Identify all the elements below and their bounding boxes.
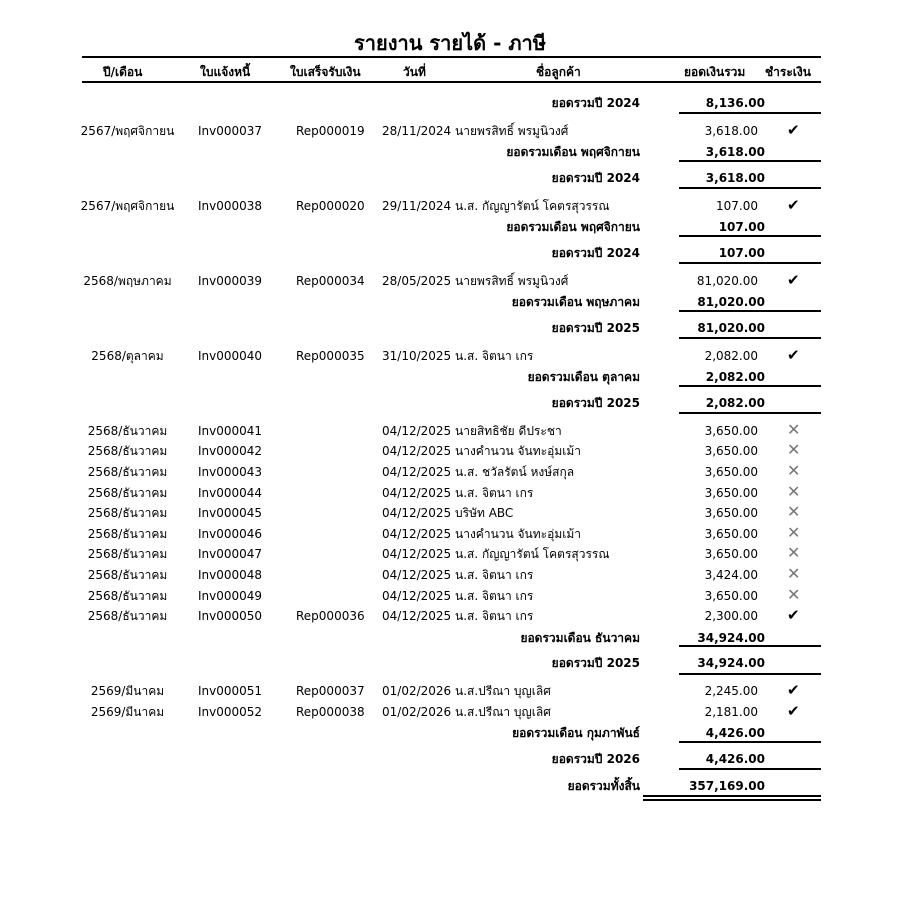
- month-total-rule: [679, 235, 821, 237]
- row-period: 2568/ธันวาคม: [87, 485, 168, 500]
- row-invoice-number: Inv000047: [198, 547, 263, 562]
- column-header-date: วันที่: [403, 65, 426, 79]
- month-total-label: ยอดรวมเดือน ตุลาคม: [527, 370, 640, 385]
- row-date: 28/11/2024: [382, 123, 452, 138]
- row-date: 04/12/2025: [382, 444, 452, 459]
- month-total-label: ยอดรวมเดือน ธันวาคม: [520, 630, 640, 645]
- row-period: 2569/มีนาคม: [90, 704, 165, 719]
- cross-icon: ✕: [787, 584, 801, 604]
- check-icon: ✔: [787, 120, 800, 139]
- row-period: 2568/ธันวาคม: [87, 547, 168, 562]
- year-total-amount: 2,082.00: [705, 396, 765, 410]
- row-customer-name: น.ส. จิตนา เกร: [455, 609, 534, 624]
- month-total-amount: 34,924.00: [697, 630, 765, 645]
- cross-icon: ✕: [787, 481, 801, 501]
- column-header-receipt: ใบเสร็จรับเงิน: [290, 65, 361, 79]
- row-invoice-number: Inv000043: [198, 464, 263, 479]
- row-invoice-number: Inv000052: [198, 704, 263, 719]
- row-date: 04/12/2025: [382, 526, 452, 541]
- column-header-paid: ชำระเงิน: [765, 65, 811, 79]
- check-icon: ✔: [787, 270, 800, 289]
- row-date: 04/12/2025: [382, 506, 452, 521]
- grand-total-rule-bottom: [643, 799, 821, 801]
- row-receipt-number: Rep000020: [296, 198, 365, 213]
- year-total-label: ยอดรวมปี 2026: [551, 752, 640, 766]
- row-amount: 3,650.00: [704, 588, 758, 603]
- row-period: 2568/ตุลาคม: [91, 348, 164, 363]
- row-invoice-number: Inv000051: [198, 684, 263, 699]
- year-total-rule: [679, 262, 821, 264]
- row-period: 2568/ธันวาคม: [87, 423, 168, 438]
- year-total-amount: 34,924.00: [697, 656, 765, 671]
- row-date: 01/02/2026: [382, 684, 452, 699]
- row-amount: 107.00: [716, 198, 758, 213]
- month-total-amount: 3,618.00: [705, 145, 765, 160]
- month-total-rule: [679, 160, 821, 162]
- row-receipt-number: Rep000034: [296, 273, 365, 288]
- check-icon: ✔: [787, 701, 800, 720]
- row-period: 2568/ธันวาคม: [87, 444, 168, 459]
- row-invoice-number: Inv000044: [198, 485, 263, 500]
- row-period: 2568/ธันวาคม: [87, 588, 168, 603]
- month-total-label: ยอดรวมเดือน พฤษภาคม: [511, 295, 640, 310]
- row-period: 2567/พฤศจิกายน: [80, 123, 175, 138]
- year-total-label: ยอดรวมปี 2024: [551, 96, 640, 110]
- year-total-rule: [679, 112, 821, 114]
- row-customer-name: บริษัท ABC: [455, 506, 514, 521]
- row-date: 04/12/2025: [382, 609, 452, 624]
- row-amount: 3,650.00: [704, 423, 758, 438]
- row-period: 2568/ธันวาคม: [87, 464, 168, 479]
- check-icon: ✔: [787, 345, 800, 364]
- row-customer-name: น.ส. จิตนา เกร: [455, 588, 534, 603]
- row-amount: 81,020.00: [696, 273, 758, 288]
- row-period: 2568/ธันวาคม: [87, 609, 168, 624]
- row-customer-name: นางคำนวน จันทะอุ่มเม้า: [455, 444, 581, 459]
- row-receipt-number: Rep000037: [296, 684, 365, 699]
- row-customer-name: นายสิทธิชัย ดีประชา: [455, 423, 562, 438]
- month-total-rule: [679, 645, 821, 647]
- year-total-rule: [679, 412, 821, 414]
- row-amount: 3,650.00: [704, 526, 758, 541]
- year-total-rule: [679, 673, 821, 675]
- row-customer-name: นายพรสิทธิ์ พรมูนิวงศ์: [455, 123, 569, 138]
- header-top-rule: [82, 56, 821, 58]
- row-date: 31/10/2025: [382, 348, 452, 363]
- row-date: 04/12/2025: [382, 567, 452, 582]
- column-header-amount: ยอดเงินรวม: [684, 65, 746, 79]
- row-customer-name: น.ส.ปรีณา บุญเลิศ: [455, 704, 551, 719]
- row-amount: 3,650.00: [704, 444, 758, 459]
- year-total-amount: 4,426.00: [705, 752, 765, 766]
- row-date: 04/12/2025: [382, 485, 452, 500]
- year-total-rule: [679, 768, 821, 770]
- cross-icon: ✕: [787, 522, 801, 542]
- year-total-rule: [679, 187, 821, 189]
- cross-icon: ✕: [787, 543, 801, 563]
- cross-icon: ✕: [787, 440, 801, 460]
- row-amount: 2,082.00: [704, 348, 758, 363]
- row-invoice-number: Inv000040: [198, 348, 263, 363]
- row-customer-name: น.ส. จิตนา เกร: [455, 567, 534, 582]
- row-invoice-number: Inv000048: [198, 567, 263, 582]
- year-total-label: ยอดรวมปี 2024: [551, 171, 640, 185]
- check-icon: ✔: [787, 606, 800, 625]
- row-amount: 3,618.00: [704, 123, 758, 138]
- month-total-amount: 4,426.00: [705, 726, 765, 741]
- row-customer-name: นางคำนวน จันทะอุ่มเม้า: [455, 526, 581, 541]
- row-customer-name: น.ส. จิตนา เกร: [455, 348, 534, 363]
- row-invoice-number: Inv000046: [198, 526, 263, 541]
- cross-icon: ✕: [787, 502, 801, 522]
- grand-total-rule-top: [643, 795, 821, 797]
- row-invoice-number: Inv000038: [198, 198, 263, 213]
- year-total-label: ยอดรวมปี 2024: [551, 246, 640, 260]
- row-period: 2569/มีนาคม: [90, 684, 165, 699]
- row-date: 29/11/2024: [382, 198, 452, 213]
- row-amount: 3,650.00: [704, 547, 758, 562]
- month-total-amount: 81,020.00: [697, 295, 765, 310]
- row-customer-name: น.ส.ปรีณา บุญเลิศ: [455, 684, 551, 699]
- row-invoice-number: Inv000050: [198, 609, 263, 624]
- row-invoice-number: Inv000042: [198, 444, 263, 459]
- check-icon: ✔: [787, 681, 800, 700]
- row-customer-name: นายพรสิทธิ์ พรมูนิวงศ์: [455, 273, 569, 288]
- row-period: 2568/พฤษภาคม: [83, 273, 172, 288]
- row-customer-name: น.ส. ชวัลรัตน์ หงษ์สกุล: [455, 464, 575, 479]
- year-total-label: ยอดรวมปี 2025: [551, 656, 640, 671]
- row-amount: 3,650.00: [704, 485, 758, 500]
- month-total-amount: 107.00: [718, 220, 765, 235]
- month-total-rule: [679, 310, 821, 312]
- cross-icon: ✕: [787, 419, 801, 439]
- row-date: 04/12/2025: [382, 588, 452, 603]
- row-period: 2568/ธันวาคม: [87, 526, 168, 541]
- year-total-amount: 81,020.00: [697, 321, 765, 335]
- row-amount: 3,424.00: [704, 567, 758, 582]
- column-header-customer: ชื่อลูกค้า: [536, 65, 581, 79]
- row-customer-name: น.ส. จิตนา เกร: [455, 485, 534, 500]
- column-header-period: ปี/เดือน: [103, 65, 143, 79]
- row-receipt-number: Rep000038: [296, 704, 365, 719]
- cross-icon: ✕: [787, 563, 801, 583]
- year-total-label: ยอดรวมปี 2025: [551, 396, 640, 410]
- check-icon: ✔: [787, 195, 800, 214]
- report-title: รายงาน รายได้ - ภาษี: [354, 31, 546, 55]
- row-invoice-number: Inv000037: [198, 123, 263, 138]
- month-total-rule: [679, 741, 821, 743]
- year-total-amount: 8,136.00: [705, 96, 765, 110]
- row-customer-name: น.ส. กัญญารัตน์ โคตรสุวรรณ: [455, 547, 610, 562]
- year-total-label: ยอดรวมปี 2025: [551, 321, 640, 335]
- row-receipt-number: Rep000036: [296, 609, 365, 624]
- month-total-label: ยอดรวมเดือน พฤศจิกายน: [506, 220, 640, 235]
- cross-icon: ✕: [787, 460, 801, 480]
- row-period: 2568/ธันวาคม: [87, 506, 168, 521]
- header-bottom-rule: [82, 81, 821, 83]
- row-amount: 2,300.00: [704, 609, 758, 624]
- row-amount: 2,245.00: [704, 684, 758, 699]
- month-total-amount: 2,082.00: [705, 370, 765, 385]
- row-receipt-number: Rep000035: [296, 348, 365, 363]
- month-total-rule: [679, 385, 821, 387]
- year-total-rule: [679, 337, 821, 339]
- row-date: 04/12/2025: [382, 423, 452, 438]
- row-period: 2568/ธันวาคม: [87, 567, 168, 582]
- month-total-label: ยอดรวมเดือน พฤศจิกายน: [506, 145, 640, 160]
- row-date: 04/12/2025: [382, 464, 452, 479]
- row-customer-name: น.ส. กัญญารัตน์ โคตรสุวรรณ: [455, 198, 610, 213]
- row-period: 2567/พฤศจิกายน: [80, 198, 175, 213]
- row-date: 04/12/2025: [382, 547, 452, 562]
- year-total-amount: 3,618.00: [705, 171, 765, 185]
- row-invoice-number: Inv000041: [198, 423, 263, 438]
- row-invoice-number: Inv000039: [198, 273, 263, 288]
- grand-total-amount: 357,169.00: [689, 779, 765, 794]
- grand-total-label: ยอดรวมทั้งสิ้น: [567, 779, 640, 794]
- row-date: 28/05/2025: [382, 273, 452, 288]
- row-date: 01/02/2026: [382, 704, 452, 719]
- row-receipt-number: Rep000019: [296, 123, 365, 138]
- row-amount: 3,650.00: [704, 464, 758, 479]
- row-amount: 2,181.00: [704, 704, 758, 719]
- row-amount: 3,650.00: [704, 506, 758, 521]
- year-total-amount: 107.00: [718, 246, 765, 260]
- row-invoice-number: Inv000049: [198, 588, 263, 603]
- column-header-invoice: ใบแจ้งหนี้: [200, 65, 251, 79]
- month-total-label: ยอดรวมเดือน กุมภาพันธ์: [512, 726, 640, 741]
- row-invoice-number: Inv000045: [198, 506, 263, 521]
